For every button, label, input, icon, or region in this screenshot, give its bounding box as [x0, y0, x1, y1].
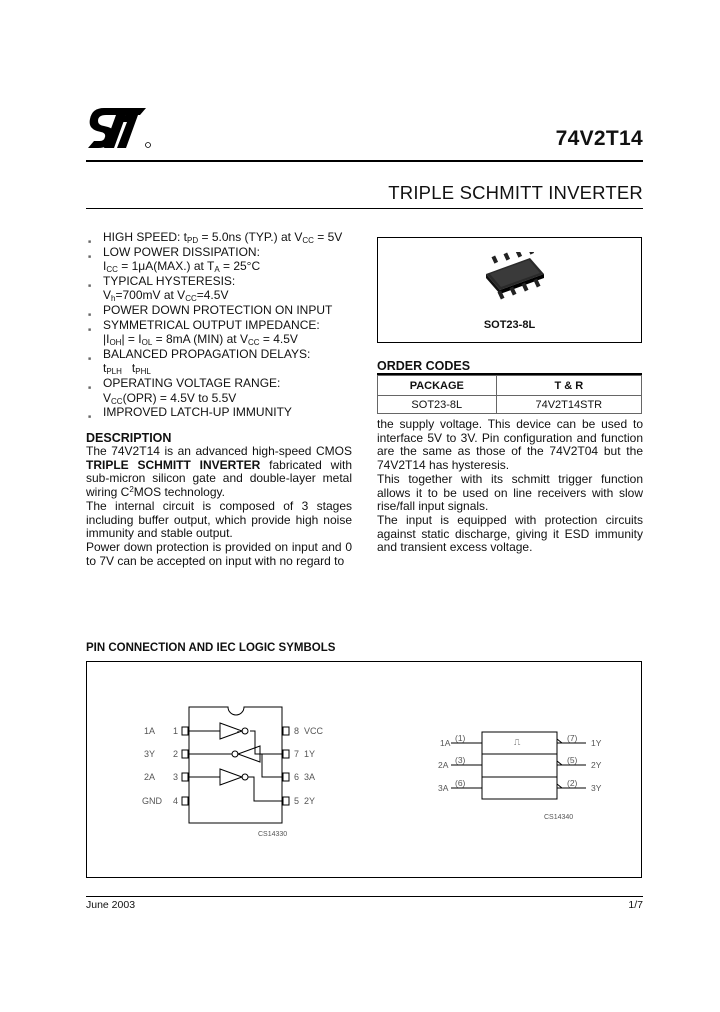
svg-text:3A: 3A: [438, 783, 449, 793]
description-paragraph: The input is equipped with protection circuits against static discharge, giving it ESD immunity and transient excess voltage.: [377, 512, 643, 555]
feature-voltage-range: ■ OPERATING VOLTAGE RANGE: $V_{CC}(OPR) = 4.5V$ to 5.5V: [88, 375, 281, 406]
bullet-icon: ■: [88, 384, 92, 391]
part-number: 74V2T14: [555, 127, 643, 150]
description-paragraph: This together with its schmitt trigger function allows it to be used on line receivers with slow rise/fall input signals.: [377, 471, 643, 514]
svg-text:2Y: 2Y: [591, 760, 602, 770]
svg-text:3: 3: [173, 772, 179, 782]
svg-text:1Y: 1Y: [591, 738, 602, 748]
svg-text:4: 4: [173, 796, 179, 806]
svg-text:8: 8: [294, 726, 300, 736]
order-codes-heading: ORDER CODES: [377, 359, 471, 373]
bullet-icon: ■: [88, 282, 92, 289]
svg-text:7: 7: [294, 749, 300, 759]
pinout-diagram: [182, 707, 289, 823]
column-header-tr: T & R: [496, 376, 641, 396]
svg-text:(3): (3): [455, 755, 466, 765]
feature-output-impedance: ■ SYMMETRICAL OUTPUT IMPEDANCE: $|I_{OH}| = I_{OL} = 8mA$ (MIN) at $V_{CC} = 4.5V$: [88, 317, 320, 348]
svg-text:CS14330: CS14330: [258, 831, 288, 838]
svg-text:1A: 1A: [440, 738, 451, 748]
svg-text:CS14340: CS14340: [544, 814, 574, 821]
footer-date: June 2003: [86, 899, 136, 911]
svg-text:(5): (5): [567, 755, 578, 765]
svg-text:(1): (1): [455, 733, 466, 743]
feature-propagation-delays: ■ BALANCED PROPAGATION DELAYS: $t_{PLH}$ $t_{PHL}$: [88, 346, 311, 377]
svg-text:1: 1: [173, 726, 179, 736]
schmitt-symbol-icon: ⎍: [514, 737, 521, 747]
table-cell-order-code: 74V2T14STR: [496, 396, 641, 414]
description-paragraph: the supply voltage. This device can be used to interface 5V to 3V. Pin configuration and function are the same as those of the 74V2T04 but the 74V2T14 has hysteresis.: [377, 417, 643, 473]
description-right-column: [377, 418, 643, 555]
bullet-icon: ■: [88, 311, 92, 318]
sot23-package-image: [480, 252, 550, 300]
svg-text:(6): (6): [455, 778, 466, 788]
bullet-icon: ■: [88, 239, 92, 245]
bullet-icon: ■: [88, 414, 92, 421]
svg-text:(2): (2): [567, 778, 578, 788]
svg-text:5: 5: [294, 796, 300, 806]
bullet-icon: ■: [88, 326, 92, 333]
svg-text:VCC: VCC: [304, 726, 324, 736]
header-rule: [86, 160, 643, 162]
svg-text:1A: 1A: [144, 726, 156, 736]
bullet-icon: ■: [88, 355, 92, 362]
table-header-row: [378, 376, 642, 396]
order-codes-table: [377, 375, 642, 414]
st-logo: [86, 105, 152, 151]
svg-text:3A: 3A: [304, 772, 316, 782]
footer-rule: [86, 896, 643, 897]
feature-power-down: ■ POWER DOWN PROTECTION ON INPUT: [86, 303, 366, 318]
package-caption: SOT23-8L: [483, 319, 536, 331]
svg-text:(7): (7): [567, 733, 578, 743]
feature-high-speed: ■ HIGH SPEED: $t_{PD} = 5.0ns$ (TYP.) at $V_{CC} = 5V$: [86, 230, 366, 245]
pinout-labels: [142, 726, 324, 838]
pin-diagram: [86, 661, 642, 878]
bullet-icon: ■: [88, 253, 92, 260]
feature-list: [86, 230, 366, 420]
svg-text:2A: 2A: [438, 760, 449, 770]
pin-connection-heading: PIN CONNECTION AND IEC LOGIC SYMBOLS: [86, 642, 336, 654]
table-cell-package: SOT23-8L: [378, 396, 497, 414]
svg-text:6: 6: [294, 772, 300, 782]
page-number: 1/7: [628, 899, 643, 911]
title-rule: [86, 208, 643, 209]
svg-text:2Y: 2Y: [304, 796, 316, 806]
description-heading: DESCRIPTION: [86, 431, 172, 445]
svg-text:1Y: 1Y: [304, 749, 316, 759]
svg-text:3Y: 3Y: [144, 749, 156, 759]
description-left-column: [86, 445, 352, 568]
feature-hysteresis: ■ TYPICAL HYSTERESIS: $V_h=700mV$ at $V_{CC}=4.5V$: [88, 273, 236, 304]
table-row: [378, 396, 642, 414]
document-title: TRIPLE SCHMITT INVERTER: [388, 182, 643, 203]
feature-latch-up: ■ IMPROVED LATCH-UP IMMUNITY: [86, 405, 366, 420]
description-paragraph: Power down protection is provided on input and 0 to 7V can be accepted on input with no regard to: [86, 539, 352, 568]
description-paragraph: The internal circuit is composed of 3 stages including buffer output, which provide high noise immunity and stable output.: [86, 498, 352, 541]
column-header-package: PACKAGE: [378, 376, 497, 396]
svg-text:3Y: 3Y: [591, 783, 602, 793]
svg-text:2: 2: [173, 749, 179, 759]
svg-text:GND: GND: [142, 796, 162, 806]
description-paragraph: The 74V2T14 is an advanced high-speed CMOS TRIPLE SCHMITT INVERTER fabricated with sub-micron silicon gate and double-layer metal wiring $C^2MOS$ technology.: [86, 444, 352, 500]
svg-text:2A: 2A: [144, 772, 156, 782]
feature-low-power: ■ LOW POWER DISSIPATION: $I_{CC} = 1\mu A(MAX.)$ at $T_A = 25^\circ C$: [88, 244, 261, 275]
